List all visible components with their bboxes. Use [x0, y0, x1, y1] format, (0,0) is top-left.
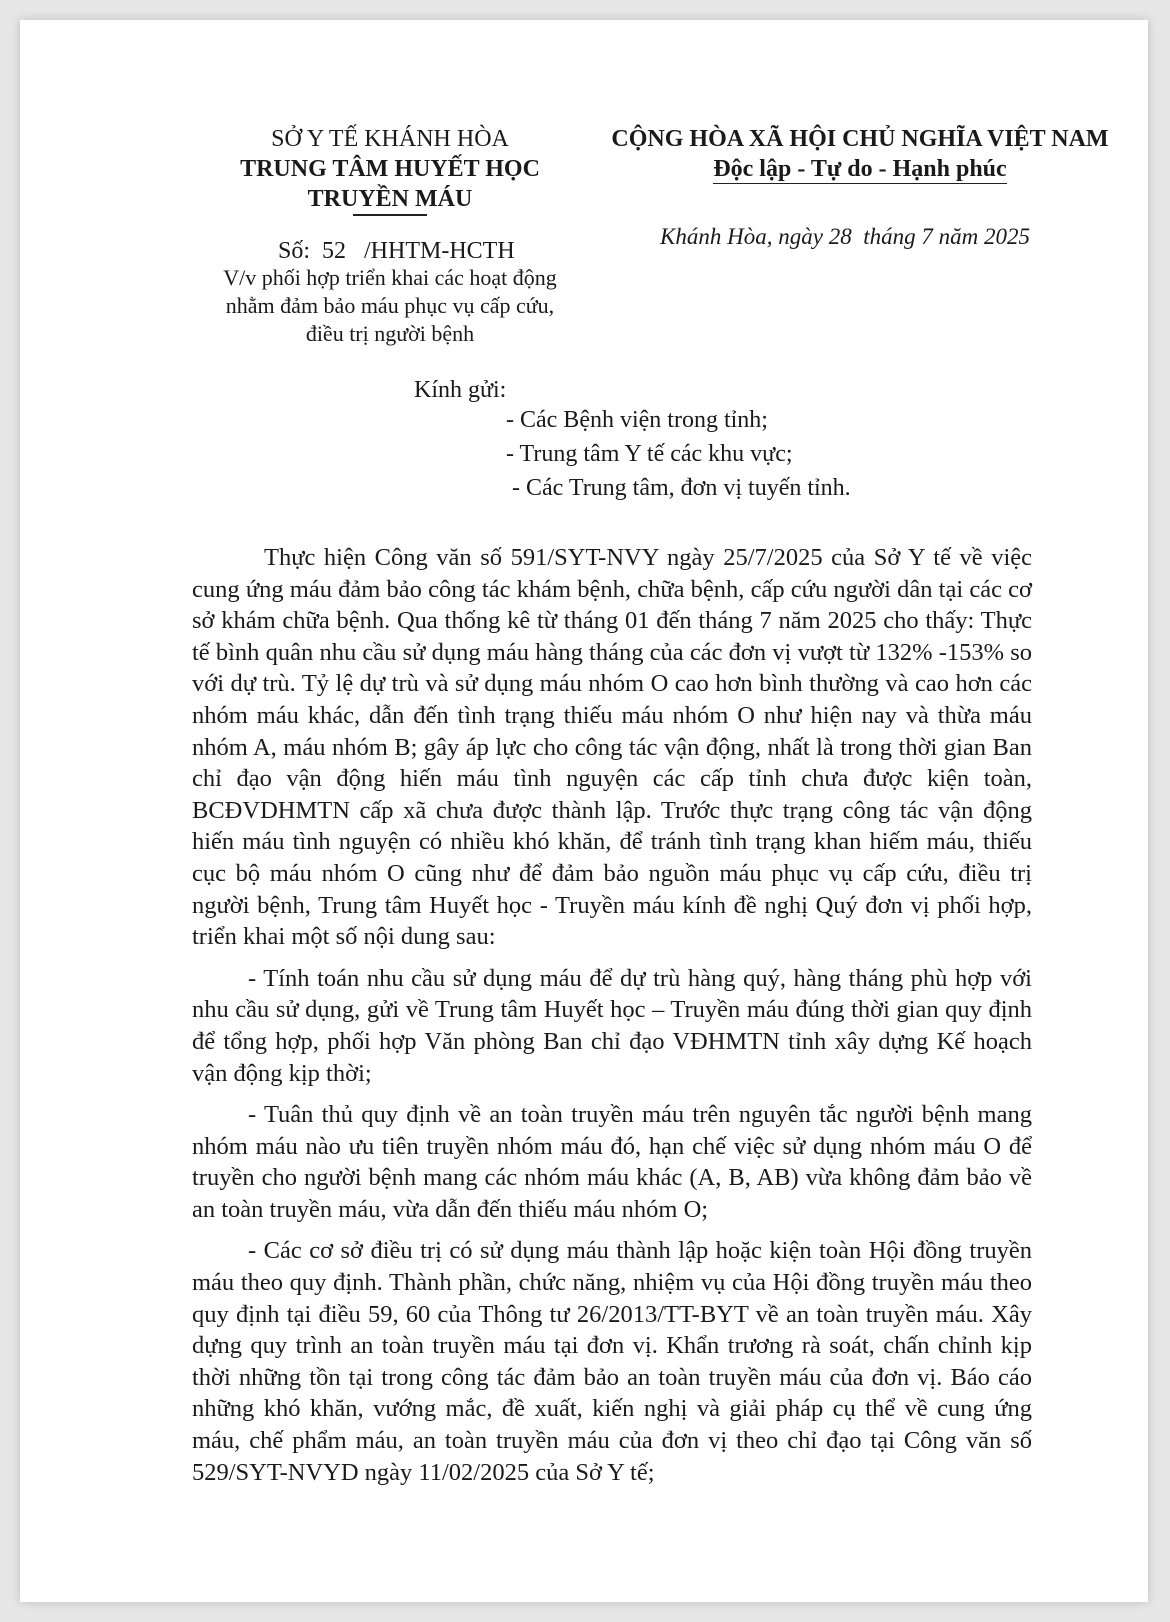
doc-number-value: 52 [322, 238, 347, 264]
department-name: SỞ Y TẾ KHÁNH HÒA [271, 126, 509, 152]
subject-line: điều trị người bệnh [305, 321, 475, 346]
date-place: Khánh Hòa, ngày [660, 224, 823, 249]
body-intro-paragraph: Thực hiện Công văn số 591/SYT-NVY ngày 25/7/2025 của Sở Y tế về việc cung ứng máu đảm bảo công tác khám bệnh, chữa bệnh, cấp cứu người dân tại các cơ sở khám chữa bệnh. Qua thống kê từ tháng 01 đến tháng 7 năm 2025 cho thấy: Thực tế bình quân nhu cầu sử dụng máu hàng tháng của các đơn vị vượt từ 132% -153% so với dự trù. Tỷ lệ dự trù và sử dụng máu nhóm O cao hơn bình thường và cao hơn các nhóm máu khác, dẫn đến tình trạng thiếu máu nhóm O như hiện nay và thừa máu nhóm A, máu nhóm B; gây áp lực cho công tác vận động, nhất là trong thời gian Ban chỉ đạo vận động hiến máu tình nguyện các cấp tỉnh chưa được kiện toàn, BCĐVDHMTN cấp xã chưa được thành lập. Trước thực trạng công tác vận động hiến máu tình nguyện có nhiều khó khăn, để tránh tình trạng khan hiếm máu, thiếu cục bộ máu nhóm O cũng như để đảm bảo nguồn máu phục vụ cấp cứu, điều trị người bệnh, Trung tâm Huyết học - Truyền máu kính đề nghị Quý đơn vị phối hợp, triển khai một số nội dung sau: [192, 544, 1032, 951]
organization-name-line1: TRUNG TÂM HUYẾT HỌC [240, 156, 540, 182]
date-day: 28 [828, 224, 852, 249]
recipient-item: - Các Trung tâm, đơn vị tuyến tỉnh. [512, 475, 851, 501]
body-list-item: - Tính toán nhu cầu sử dụng máu để dự trù hàng quý, hàng tháng phù hợp với nhu cầu sử dụng, gửi về Trung tâm Huyết học – Truyền máu đúng thời gian quy định để tổng hợp, phối hợp Văn phòng Ban chỉ đạo VĐHMTN tỉnh xây dựng Kế hoạch vận động kịp thời; [192, 964, 1032, 1087]
national-motto: Độc lập - Tự do - Hạnh phúc [713, 156, 1007, 182]
doc-number-label: Số: [278, 238, 311, 264]
issuer-block [180, 124, 600, 216]
issue-date [610, 222, 1080, 252]
subject-line: V/v phối hợp triển khai các hoạt động [223, 265, 557, 290]
doc-number-code: /HHTM-HCTH [364, 238, 515, 264]
body-list-item: - Các cơ sở điều trị có sử dụng máu thành lập hoặc kiện toàn Hội đồng truyền máu theo quy định. Thành phần, chức năng, nhiệm vụ của Hội đồng truyền máu theo quy định tại điều 59, 60 của Thông tư 26/2013/TT-BYT về an toàn truyền máu. Xây dựng quy trình an toàn truyền máu tại đơn vị. Khẩn trương rà soát, chấn chỉnh kịp thời những tồn tại trong công tác đảm bảo an toàn truyền máu của đơn vị. Báo cáo những khó khăn, vướng mắc, đề xuất, kiến nghị và giải pháp cụ thể về cung ứng máu, chế phẩm máu, an toàn truyền máu của đơn vị theo chỉ đạo tại Công văn số 529/SYT-NVYD ngày 11/02/2025 của Sở Y tế; [192, 1237, 1032, 1486]
document-body [192, 542, 1032, 1488]
body-list-item: - Tuân thủ quy định về an toàn truyền máu trên nguyên tắc người bệnh mang nhóm máu nào ưu tiên truyền nhóm máu đó, hạn chế việc sử dụng nhóm máu O để truyền cho người bệnh mang các nhóm máu khác (A, B, AB) vừa không đảm bảo về an toàn truyền máu, vừa dẫn đến thiếu máu nhóm O; [192, 1101, 1032, 1223]
issuer-underline [353, 214, 427, 216]
document-subject [180, 264, 600, 348]
date-year: năm 2025 [938, 224, 1030, 249]
subject-line: nhằm đảm bảo máu phục vụ cấp cứu, [225, 293, 555, 318]
document-page [20, 20, 1148, 1602]
national-header [610, 124, 1110, 184]
recipient-item: - Các Bệnh viện trong tỉnh; [506, 407, 768, 433]
country-name: CỘNG HÒA XÃ HỘI CHỦ NGHĨA VIỆT NAM [611, 126, 1109, 152]
organization-name-line2: TRUYỀN MÁU [307, 186, 473, 212]
date-month: 7 [921, 224, 933, 249]
recipient-item: - Trung tâm Y tế các khu vực; [506, 441, 793, 467]
document-number [278, 236, 515, 266]
recipients-greeting: Kính gửi: [414, 377, 507, 403]
date-month-label: tháng [863, 224, 916, 249]
